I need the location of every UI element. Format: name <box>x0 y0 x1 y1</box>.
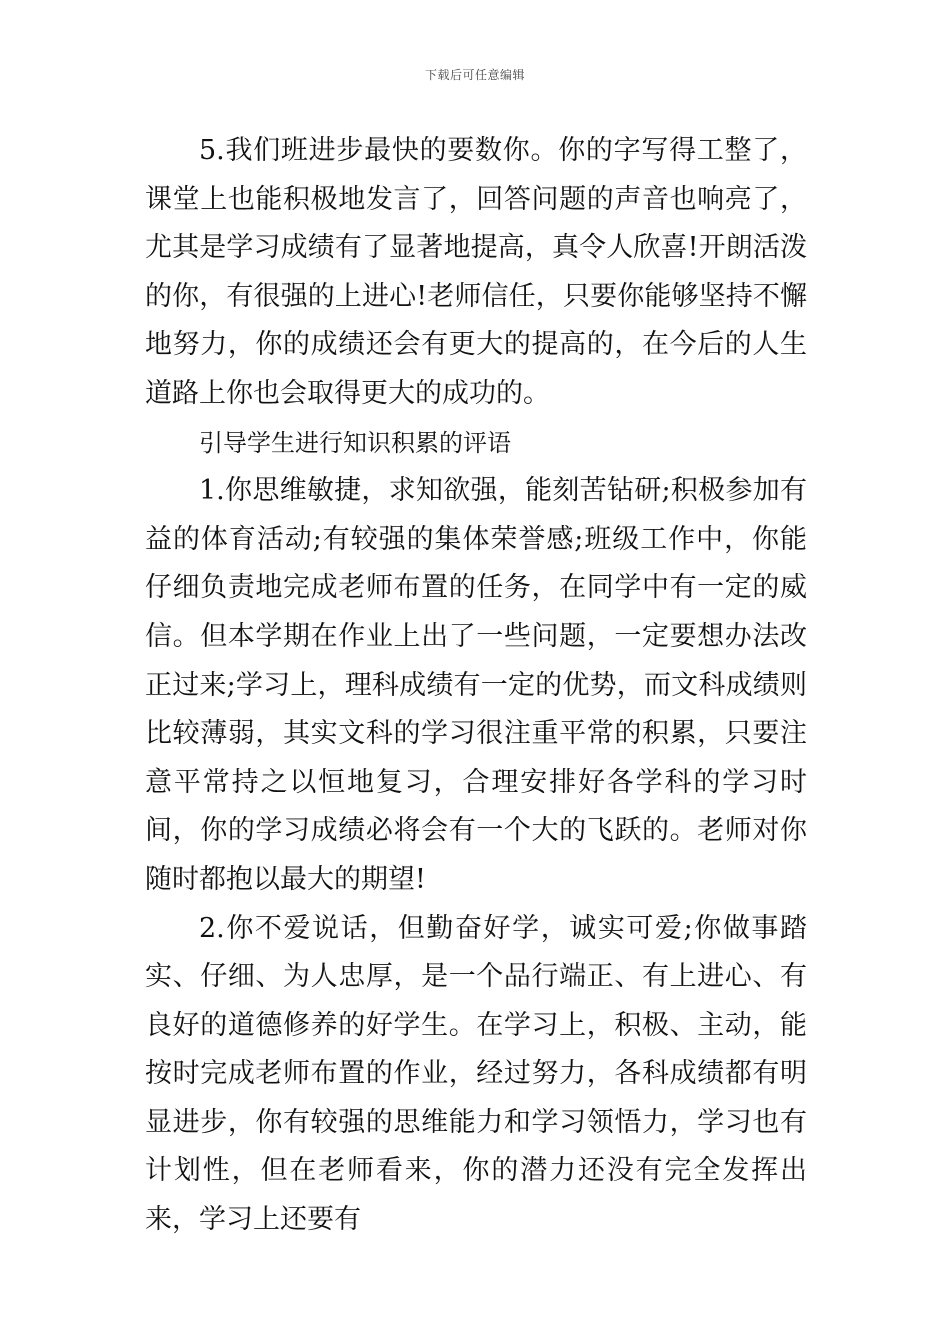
paragraph-comment-1: 1.你思维敏捷，求知欲强，能刻苦钻研;积极参加有益的体育活动;有较强的集体荣誉感;班级工作中，你能仔细负责地完成老师布置的任务，在同学中有一定的威信。但本学期在作业上出了一些问题，一定要想办法改正过来;学习上，理科成绩有一定的优势，而文科成绩则比较薄弱，其实文科的学习很注重平常的积累，只要注意平常持之以恒地复习，合理安排好各学科的学习时间，你的学习成绩必将会有一个大的飞跃的。老师对你随时都抱以最大的期望! <box>145 475 807 895</box>
section-heading: 引导学生进行知识积累的评语 <box>199 428 511 457</box>
page-header: 下载后可任意编辑 <box>424 68 525 82</box>
paragraph-comment-5: 5.我们班进步最快的要数你。你的字写得工整了，课堂上也能积极地发言了，回答问题的声音也响亮了，尤其是学习成绩有了显著地提高，真令人欣喜!开朗活泼的你，有很强的上进心!老师信任，只要你能够坚持不懈地努力，你的成绩还会有更大的提高的，在今后的人生道路上你也会取得更大的成功的。 <box>145 135 807 409</box>
document-body <box>145 127 807 1245</box>
paragraph-comment-2: 2.你不爱说话，但勤奋好学，诚实可爱;你做事踏实、仔细、为人忠厚，是一个品行端正、有上进心、有良好的道德修养的好学生。在学习上，积极、主动，能按时完成老师布置的作业，经过努力，各科成绩都有明显进步，你有较强的思维能力和学习领悟力，学习也有计划性，但在老师看来，你的潜力还没有完全发挥出来，学习上还要有 <box>145 912 807 1236</box>
